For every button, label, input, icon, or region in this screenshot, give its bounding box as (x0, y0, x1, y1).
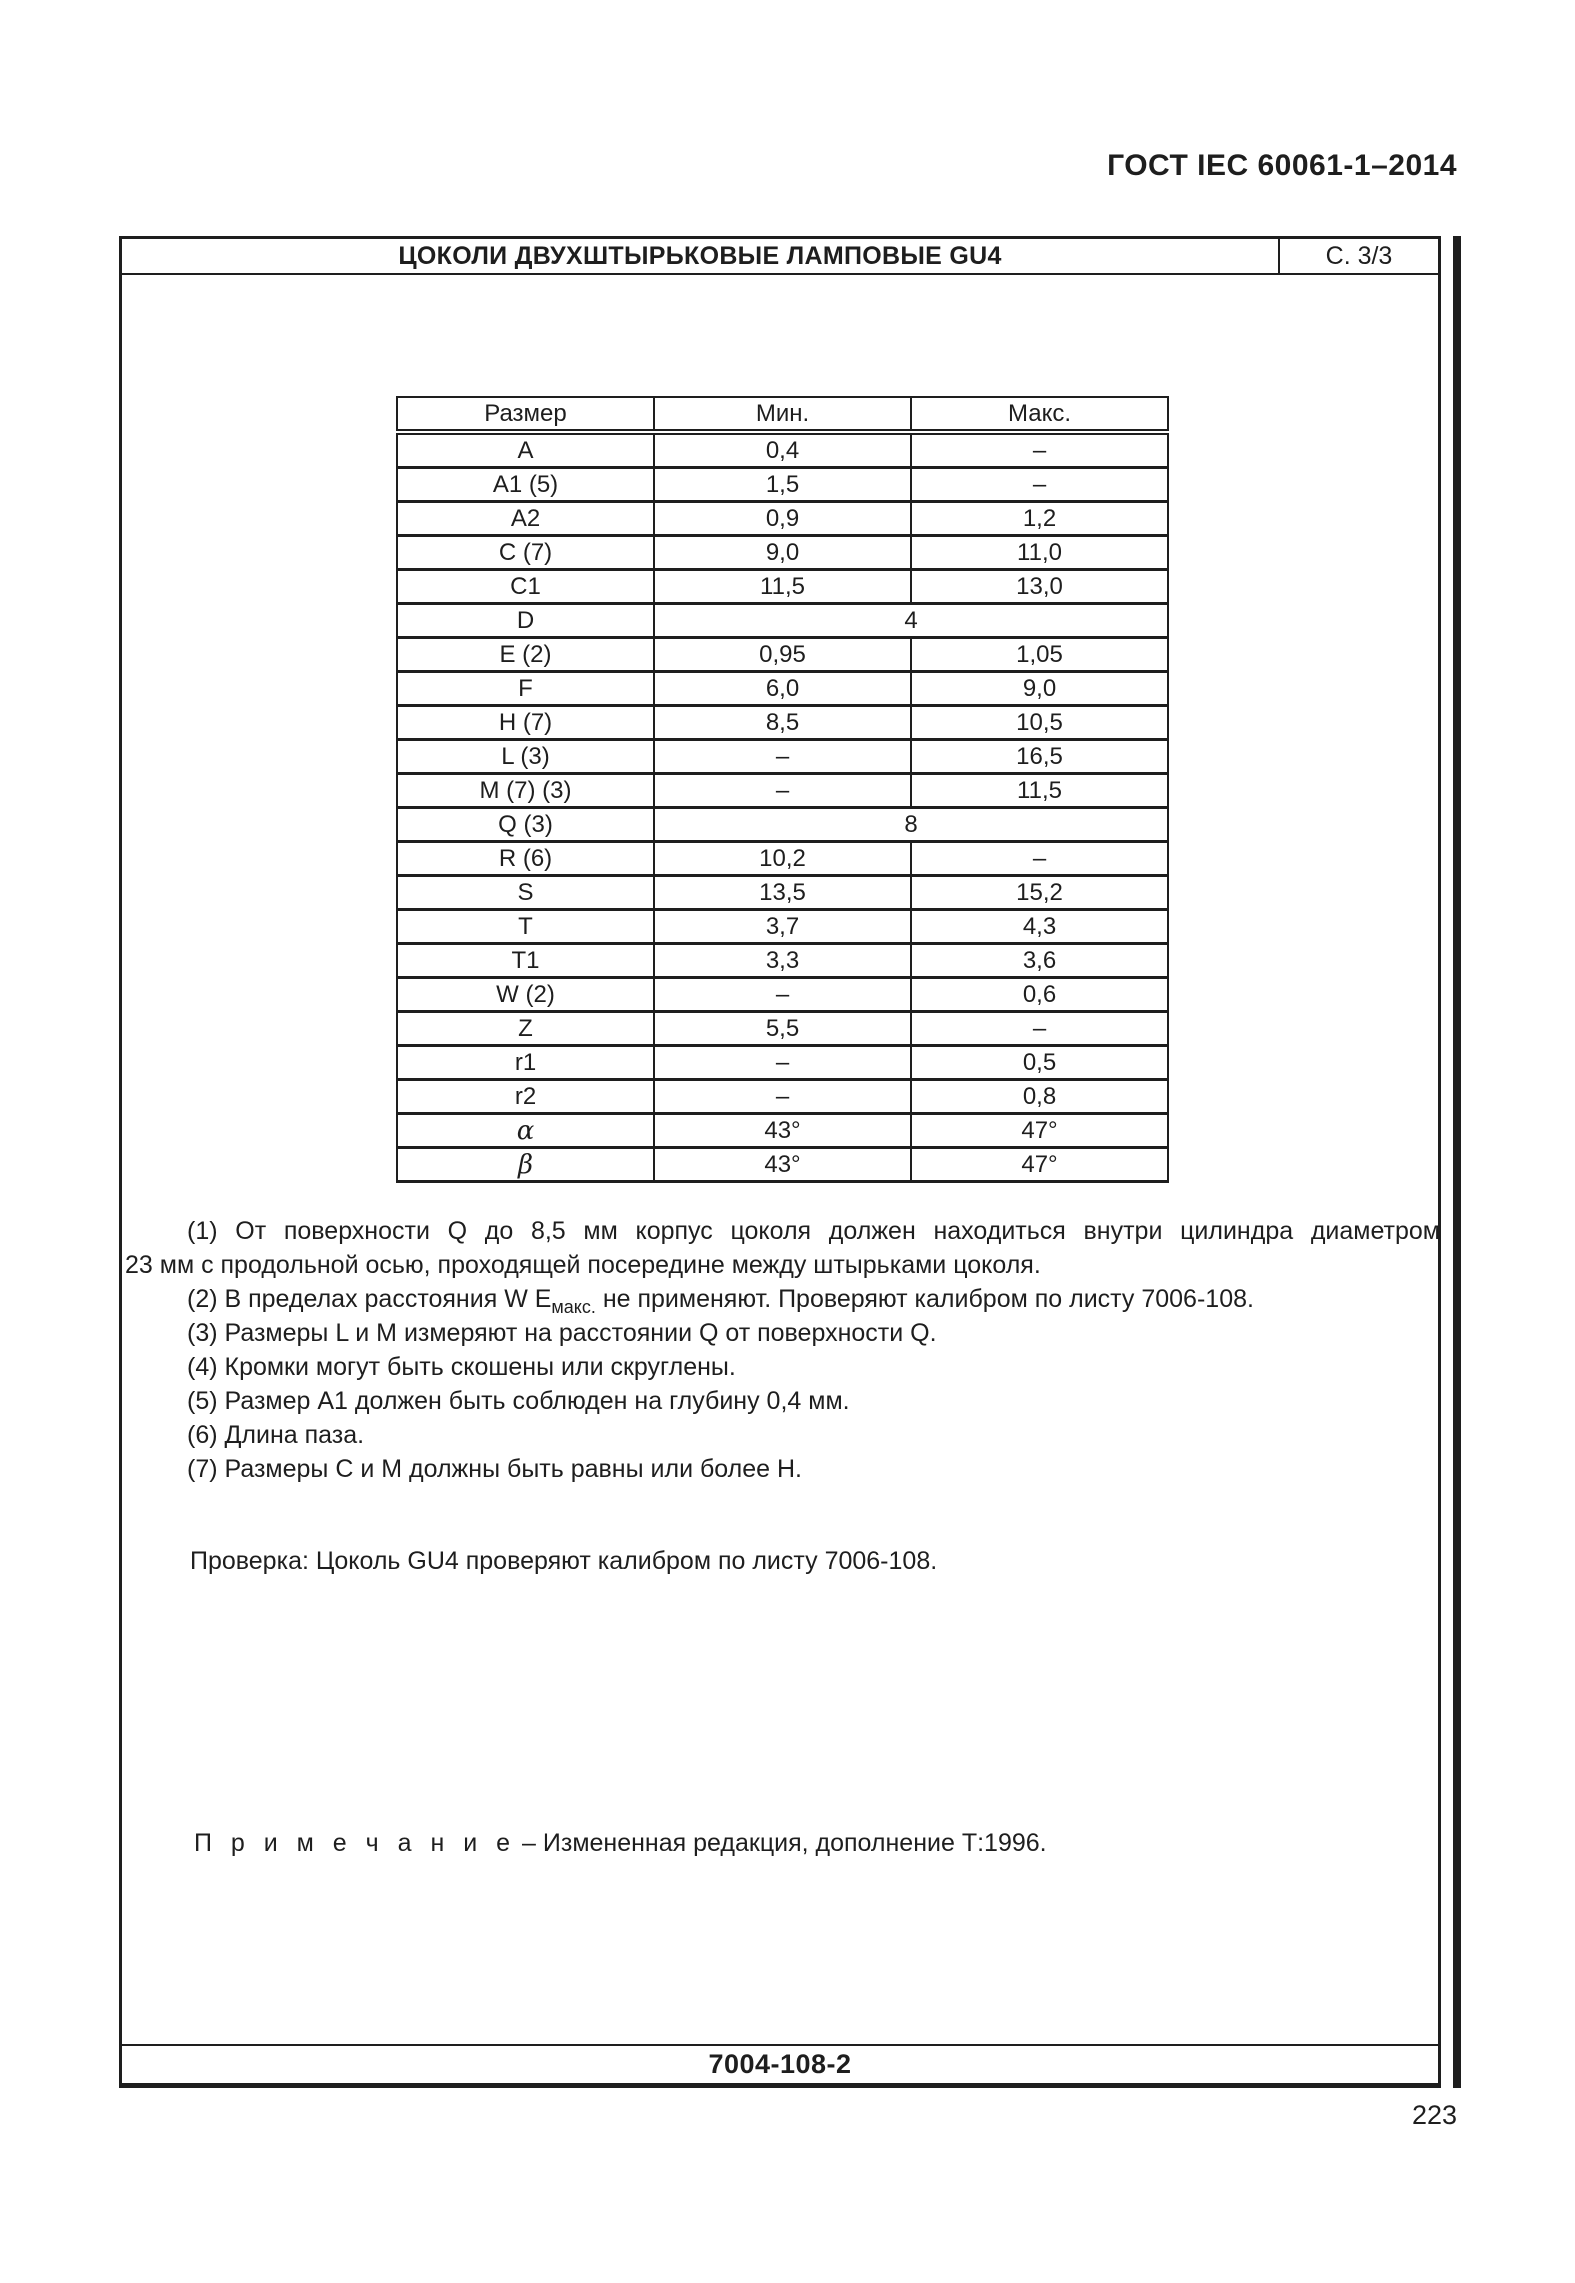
table-row (397, 468, 1168, 502)
cell-size: C (7) (397, 536, 654, 570)
cell-min: – (654, 774, 911, 808)
cell-min: 0,4 (654, 432, 911, 468)
cell-size: T1 (397, 944, 654, 978)
table-row (397, 536, 1168, 570)
remark-label: П р и м е ч а н и е (194, 1829, 517, 1857)
cell-max: – (911, 842, 1168, 876)
cell-size: D (397, 604, 654, 638)
cell-min: 10,2 (654, 842, 911, 876)
standard-reference: ГОСТ IEC 60061-1–2014 (1107, 149, 1457, 182)
table-row (397, 842, 1168, 876)
cell-size: α (397, 1114, 654, 1148)
cell-min: 1,5 (654, 468, 911, 502)
cell-size: r2 (397, 1080, 654, 1114)
footnote-7: (7) Размеры С и М должны быть равны или более Н. (187, 1455, 802, 1483)
cell-min: – (654, 1046, 911, 1080)
cell-min: 3,7 (654, 910, 911, 944)
right-heavy-rule (1453, 236, 1461, 2088)
footnote-2-subscript: макс. (551, 1297, 596, 1317)
cell-size: R (6) (397, 842, 654, 876)
column-header-max: Макс. (911, 397, 1168, 432)
cell-size: H (7) (397, 706, 654, 740)
footnote-3: (3) Размеры L и М измеряют на расстоянии Q от поверхности Q. (187, 1319, 937, 1347)
cell-size: T (397, 910, 654, 944)
cell-min: 43° (654, 1114, 911, 1148)
cell-size: A2 (397, 502, 654, 536)
cell-size: C1 (397, 570, 654, 604)
cell-min: 5,5 (654, 1012, 911, 1046)
table-row (397, 944, 1168, 978)
cell-max: 1,2 (911, 502, 1168, 536)
cell-min: 0,9 (654, 502, 911, 536)
cell-min: – (654, 1080, 911, 1114)
cell-size: r1 (397, 1046, 654, 1080)
sheet-frame (119, 236, 1441, 2088)
footnote-2 (125, 1282, 1440, 1316)
cell-size: Q (3) (397, 808, 654, 842)
sheet-number: 7004-108-2 (708, 2049, 852, 2079)
cell-min: – (654, 740, 911, 774)
cell-max: 11,0 (911, 536, 1168, 570)
cell-max: 1,05 (911, 638, 1168, 672)
cell-max: 47° (911, 1148, 1168, 1182)
cell-size: L (3) (397, 740, 654, 774)
cell-size: Z (397, 1012, 654, 1046)
table-row (397, 910, 1168, 944)
column-header-min: Мин. (654, 397, 911, 432)
remark-statement (194, 1826, 1047, 1860)
cell-max: 11,5 (911, 774, 1168, 808)
table-row (397, 1148, 1168, 1182)
sheet-page-label: С. 3/3 (1325, 241, 1393, 270)
footnote-5: (5) Размер А1 должен быть соблюден на глубину 0,4 мм. (187, 1387, 850, 1415)
cell-max: 4,3 (911, 910, 1168, 944)
remark-text: – Измененная редакция, дополнение Т:1996. (522, 1829, 1047, 1857)
cell-max: 15,2 (911, 876, 1168, 910)
cell-size: β (397, 1148, 654, 1182)
cell-max: 16,5 (911, 740, 1168, 774)
sheet-title: ЦОКОЛИ ДВУХШТЫРЬКОВЫЕ ЛАМПОВЫЕ GU4 (122, 239, 1280, 273)
cell-size: W (2) (397, 978, 654, 1012)
cell-max: – (911, 468, 1168, 502)
cell-size: F (397, 672, 654, 706)
table-header-row (397, 397, 1168, 432)
cell-min: 43° (654, 1148, 911, 1182)
cell-min: 13,5 (654, 876, 911, 910)
footnote-2-text: (2) В пределах расстояния W Е (187, 1285, 552, 1313)
table-row (397, 570, 1168, 604)
footnotes-block (125, 1214, 1440, 1486)
footnote-6: (6) Длина паза. (187, 1421, 365, 1449)
sheet-title-bar (122, 239, 1438, 275)
table-row (397, 774, 1168, 808)
cell-max: 13,0 (911, 570, 1168, 604)
dimension-table (396, 396, 1169, 1183)
table-row (397, 1080, 1168, 1114)
table-row (397, 1114, 1168, 1148)
cell-shared-value: 8 (654, 808, 1168, 842)
cell-min: 6,0 (654, 672, 911, 706)
footnote-1-line-1: (1) От поверхности Q до 8,5 мм корпус цоколя должен находиться внутри цилиндра диаметром (187, 1217, 1440, 1245)
footnote-4: (4) Кромки могут быть скошены или скруглены. (187, 1353, 736, 1381)
footnote-2-text-after: не применяют. Проверяют калибром по листу 7006-108. (595, 1285, 1254, 1313)
cell-max: 0,5 (911, 1046, 1168, 1080)
cell-min: 11,5 (654, 570, 911, 604)
cell-size: E (2) (397, 638, 654, 672)
cell-max: 47° (911, 1114, 1168, 1148)
table-row (397, 638, 1168, 672)
cell-max: – (911, 1012, 1168, 1046)
table-row (397, 808, 1168, 842)
cell-min: 9,0 (654, 536, 911, 570)
table-row (397, 502, 1168, 536)
footnote-1-line-2: 23 мм с продольной осью, проходящей посередине между штырьками цоколя. (125, 1251, 1041, 1279)
cell-max: 9,0 (911, 672, 1168, 706)
cell-max: 3,6 (911, 944, 1168, 978)
cell-max: 10,5 (911, 706, 1168, 740)
table-row (397, 876, 1168, 910)
cell-size: S (397, 876, 654, 910)
cell-size: M (7) (3) (397, 774, 654, 808)
table-row (397, 432, 1168, 468)
dimension-table-body (397, 432, 1168, 1182)
table-row (397, 740, 1168, 774)
table-row (397, 672, 1168, 706)
table-row (397, 1046, 1168, 1080)
cell-size: A1 (5) (397, 468, 654, 502)
table-row (397, 1012, 1168, 1046)
cell-max: 0,8 (911, 1080, 1168, 1114)
cell-min: – (654, 978, 911, 1012)
sheet-number-band (122, 2044, 1438, 2083)
cell-min: 3,3 (654, 944, 911, 978)
cell-max: – (911, 432, 1168, 468)
column-header-size: Размер (397, 397, 654, 432)
cell-size: A (397, 432, 654, 468)
table-row (397, 604, 1168, 638)
cell-min: 0,95 (654, 638, 911, 672)
cell-max: 0,6 (911, 978, 1168, 1012)
cell-min: 8,5 (654, 706, 911, 740)
table-row (397, 706, 1168, 740)
cell-shared-value: 4 (654, 604, 1168, 638)
verification-statement: Проверка: Цоколь GU4 проверяют калибром по листу 7006-108. (190, 1547, 938, 1575)
page-number: 223 (1411, 2100, 1457, 2130)
table-row (397, 978, 1168, 1012)
